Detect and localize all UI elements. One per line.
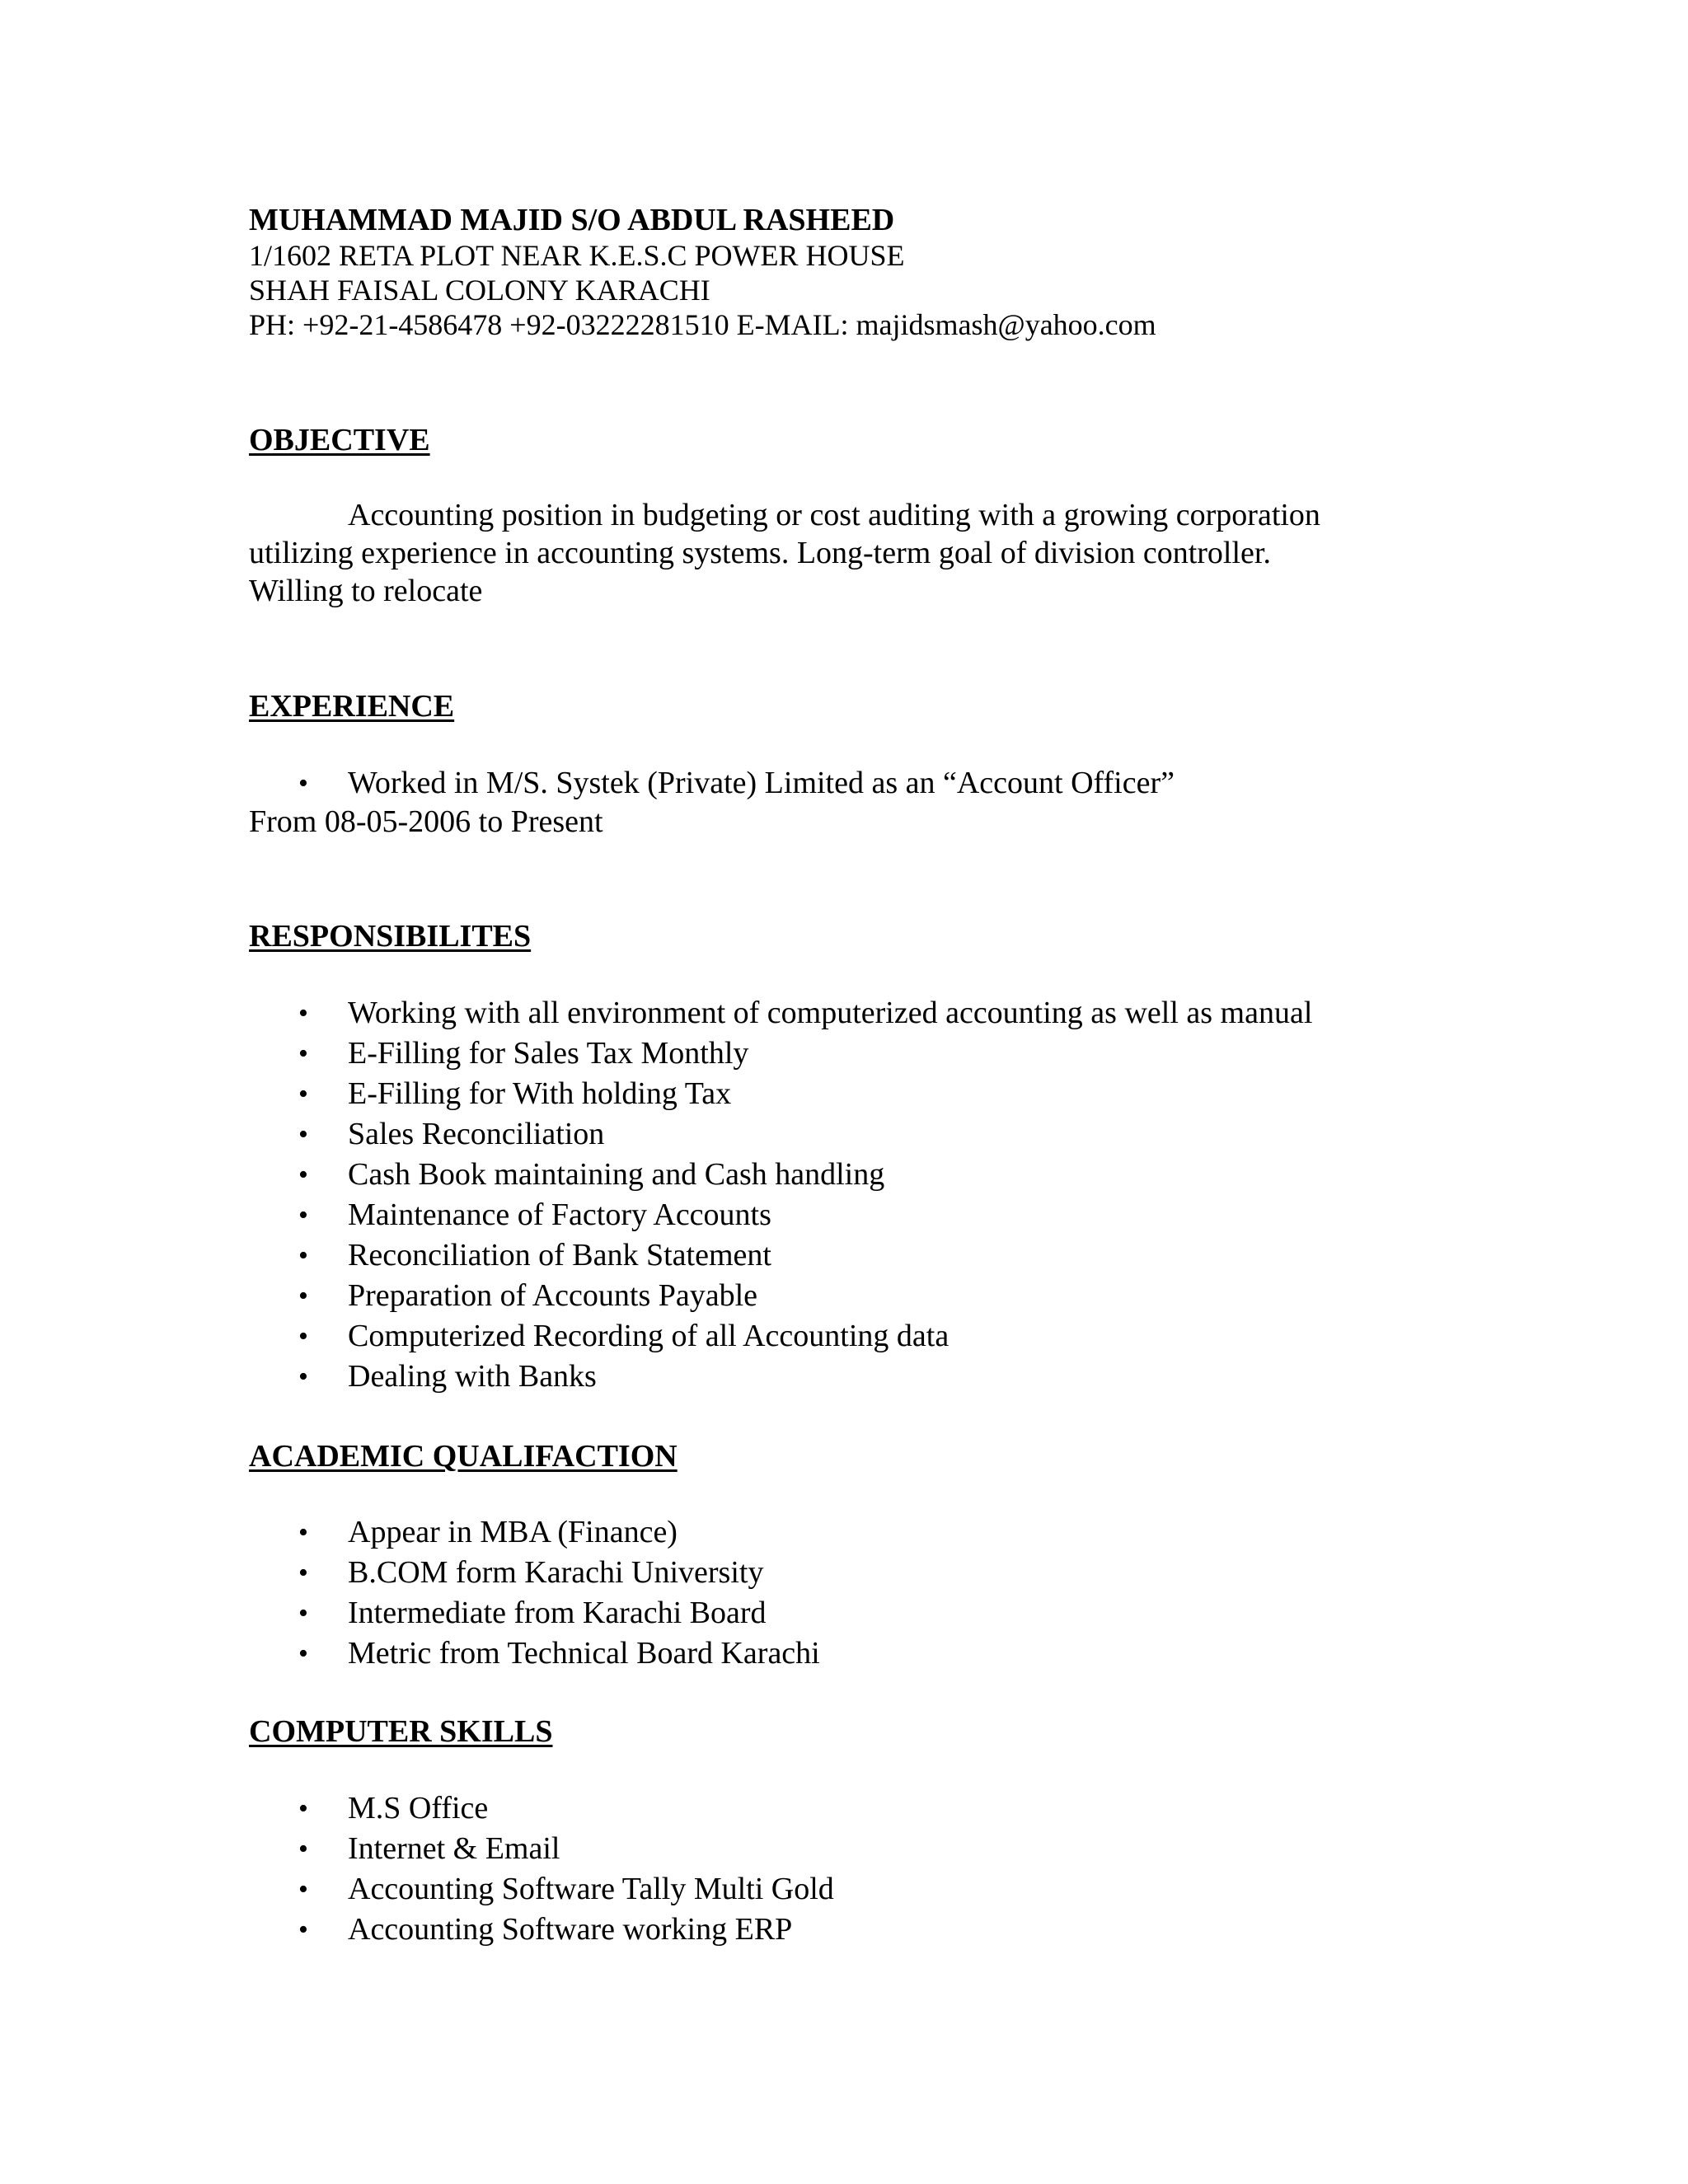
responsibility-text: E-Filling for With holding Tax xyxy=(348,1076,732,1111)
academic-item-text: Appear in MBA (Finance) xyxy=(348,1515,678,1549)
bullet-icon: • xyxy=(298,1558,308,1588)
objective-heading: OBJECTIVE xyxy=(249,423,430,457)
bullet-icon: • xyxy=(298,1517,308,1548)
bullet-icon: • xyxy=(298,1874,308,1905)
bullet-icon: • xyxy=(298,1793,308,1824)
bullet-icon: • xyxy=(298,1200,308,1230)
bullet-icon: • xyxy=(298,768,308,799)
academic-heading: ACADEMIC QUALIFACTION xyxy=(249,1439,678,1474)
candidate-name: MUHAMMAD MAJID S/O ABDUL RASHEED xyxy=(249,203,895,237)
experience-item-text: Worked in M/S. Systek (Private) Limited as an “Account Officer” xyxy=(348,766,1175,800)
responsibility-text: Working with all environment of computerized accounting as well as manual xyxy=(348,996,1313,1030)
academic-item-text: Metric from Technical Board Karachi xyxy=(348,1636,820,1671)
objective-line-1: Accounting position in budgeting or cost auditing with a growing corporation xyxy=(348,498,1320,532)
bullet-icon: • xyxy=(298,998,308,1029)
bullet-icon: • xyxy=(298,1240,308,1271)
objective-line-3: Willing to relocate xyxy=(249,574,483,608)
responsibility-text: Computerized Recording of all Accounting data xyxy=(348,1319,950,1353)
responsibility-text: Cash Book maintaining and Cash handling xyxy=(348,1157,885,1192)
bullet-icon: • xyxy=(298,1079,308,1109)
responsibility-text: E-Filling for Sales Tax Monthly xyxy=(348,1036,749,1071)
responsibility-text: Preparation of Accounts Payable xyxy=(348,1278,758,1313)
bullet-icon: • xyxy=(298,1834,308,1864)
address-line-1: 1/1602 RETA PLOT NEAR K.E.S.C POWER HOUSE xyxy=(249,239,905,272)
bullet-icon: • xyxy=(298,1281,308,1311)
phone-email-line: PH: +92-21-4586478 +92-03222281510 E-MAIL: majidsmash@yahoo.com xyxy=(249,308,1156,341)
responsibility-text: Reconciliation of Bank Statement xyxy=(348,1238,771,1272)
experience-heading: EXPERIENCE xyxy=(249,689,455,724)
bullet-icon: • xyxy=(298,1638,308,1669)
skill-item-text: M.S Office xyxy=(348,1791,489,1825)
responsibilities-heading: RESPONSIBILITES xyxy=(249,919,532,954)
academic-item-text: B.COM form Karachi University xyxy=(348,1555,764,1590)
bullet-icon: • xyxy=(298,1038,308,1069)
bullet-icon: • xyxy=(298,1160,308,1190)
skill-item-text: Accounting Software Tally Multi Gold xyxy=(348,1872,834,1906)
bullet-icon: • xyxy=(298,1598,308,1629)
bullet-icon: • xyxy=(298,1119,308,1150)
experience-dates: From 08-05-2006 to Present xyxy=(249,804,603,839)
skill-item-text: Accounting Software working ERP xyxy=(348,1912,793,1947)
computer-skills-heading: COMPUTER SKILLS xyxy=(249,1714,553,1749)
bullet-icon: • xyxy=(298,1915,308,1945)
academic-item-text: Intermediate from Karachi Board xyxy=(348,1596,767,1630)
address-line-2: SHAH FAISAL COLONY KARACHI xyxy=(249,274,710,307)
responsibility-text: Maintenance of Factory Accounts xyxy=(348,1197,771,1232)
responsibility-text: Sales Reconciliation xyxy=(348,1117,605,1151)
objective-line-2: utilizing experience in accounting systems. Long-term goal of division controller. xyxy=(249,536,1271,570)
skill-item-text: Internet & Email xyxy=(348,1831,560,1866)
responsibility-text: Dealing with Banks xyxy=(348,1359,597,1394)
bullet-icon: • xyxy=(298,1321,308,1352)
bullet-icon: • xyxy=(298,1361,308,1392)
